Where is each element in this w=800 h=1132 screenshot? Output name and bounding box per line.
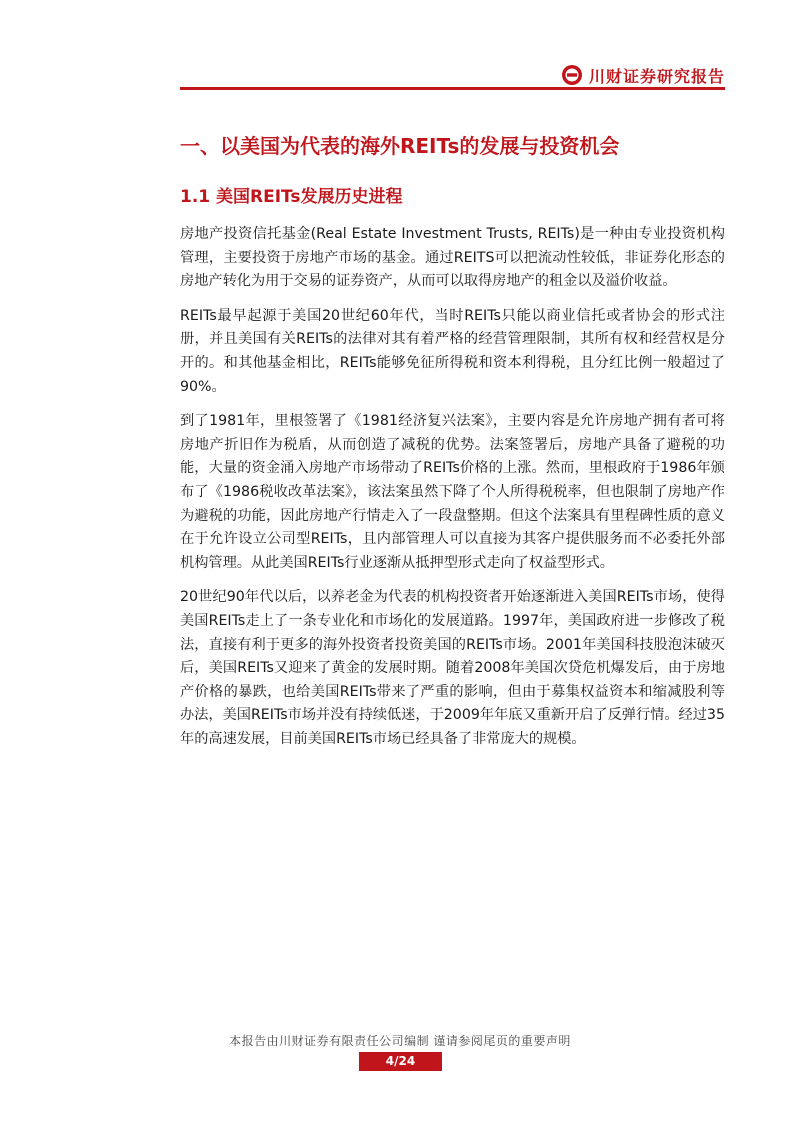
paragraph: 到了1981年，里根签署了《1981经济复兴法案》，主要内容是允许房地产拥有者可将房地产折旧作为税盾，从而创造了减税的优势。法案签署后，房地产具备了避税的功能，大量的资金涌入房地产市场带动了REITs价格的上涨。然而，里根政府于1986年颁布了《1986税收改革法案》，该法案虽然下降了个人所得税税率，但也限制了房地产作为避税的功能，因此房地产行情走入了一段盘整期。但这个法案具有里程碑性质的意义在于允许设立公司型REITs，且内部管理人可以直接为其客户提供服务而不必委托外部机构管理。从此美国REITs行业逐渐从抵押型形式走向了权益型形式。	[180, 413, 725, 571]
section-title: 一、以美国为代表的海外REITs的发展与投资机会	[180, 134, 620, 158]
paragraph: REITs最早起源于美国20世纪60年代，当时REITs只能以商业信托或者协会的形式注册，并且美国有关REITs的法律对其有着严格的经营管理限制，其所有权和经营权是分开的。和其他基金相比，REITs能够免征所得税和资本利得税，且分红比例一般超过了90%。	[180, 307, 725, 395]
paragraph: 20世纪90年代以后，以养老金为代表的机构投资者开始逐渐进入美国REITs市场，使得美国REITs走上了一条专业化和市场化的发展道路。1997年，美国政府进一步修改了税法，直接有利于更多的海外投资者投资美国的REITs市场。2001年美国科技股泡沫破灭后，美国REITs又迎来了黄金的发展时期。随着2008年美国次贷危机爆发后，由于房地产价格的暴跌，也给美国REITs带来了严重的影响，但由于募集权益资本和缩减股利等办法，美国REITs市场并没有持续低迷，于2009年年底又重新开启了反弹行情。经过35年的高速发展，目前美国REITs市场已经具备了非常庞大的规模。	[180, 589, 725, 747]
paragraph: 房地产投资信托基金(Real Estate Investment Trusts, REITs)是一种由专业投资机构管理，主要投资于房地产市场的基金。通过REITS可以把流动性较低，非证券化形态的房地产转化为用于交易的证券资产，从而可以取得房地产的租金以及溢价收益。	[180, 226, 725, 290]
section-subtitle: 1.1 美国REITs发展历史进程	[180, 187, 403, 207]
body-text	[180, 223, 725, 762]
report-header	[180, 62, 725, 88]
brand-name: 川财证券研究报告	[588, 66, 725, 86]
page-number: 4/24	[359, 1052, 442, 1071]
header-divider	[180, 87, 725, 90]
footer-disclaimer: 本报告由川财证券有限责任公司编制 谨请参阅尾页的重要声明	[229, 1034, 571, 1048]
chuancai-logo-icon	[561, 64, 583, 86]
